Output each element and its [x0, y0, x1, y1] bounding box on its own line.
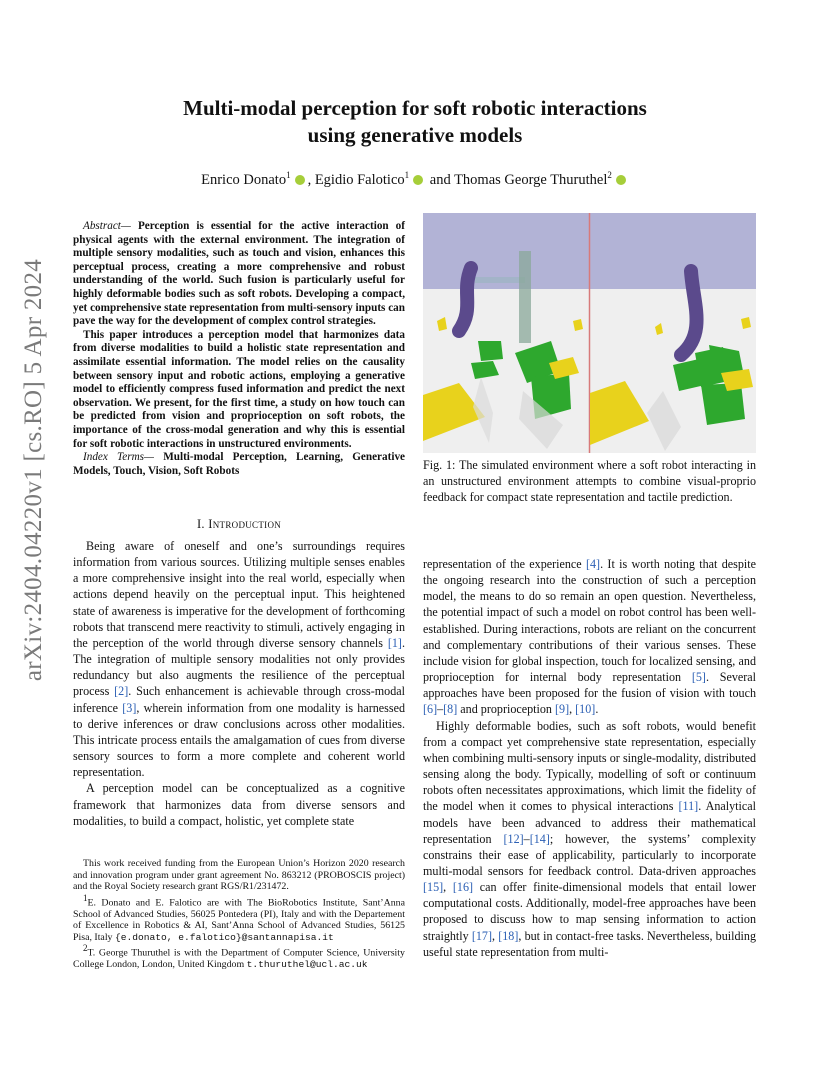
- citation-link[interactable]: [12]: [503, 831, 524, 846]
- text-run: . The integration of multiple sensory modalities not only provides redundancy but also augments the resilience of the perceptual process: [73, 635, 405, 699]
- citation-link[interactable]: [18]: [498, 928, 519, 943]
- footnote-mark: 2: [83, 943, 88, 954]
- abstract-dash: —: [120, 220, 138, 232]
- text-run: ,: [569, 702, 576, 717]
- right-paragraph-2: [423, 718, 756, 960]
- index-terms-text: Multi-modal Perception, Learning, Generative Models, Touch, Vision, Soft Robots: [73, 451, 406, 477]
- citation-link[interactable]: [15]: [423, 880, 444, 895]
- footnote-affil-1: [73, 893, 405, 944]
- title-line-1: Multi-modal perception for soft robotic interactions: [183, 96, 647, 120]
- text-run: . It is worth noting that despite the ongoing research into the construction of such a perception model, the means to do so remain an open question. Nevertheless, the potential impact of such a model on robot control has been well-established. During interactions, robots are reliant on the concurrent and complementary contributions of their various senses. These include vision for global inspection, touch for localized sensing, and proprioception for internal body representation: [423, 557, 756, 685]
- citation-link[interactable]: [17]: [471, 928, 493, 943]
- author-sep: ,: [307, 171, 315, 188]
- text-run: , wherein information from one modality is harnessed to derive inferences or draw conclusions across other modalities. This intricate process entails the amalgamation of cues from diverse sensory sources to form a more complete and coherent world representation.: [73, 700, 405, 780]
- citation-link[interactable]: [5]: [691, 670, 706, 685]
- footnote-text: T. George Thuruthel is with the Department of Computer Science, University College London, London, United Kingdom: [73, 947, 405, 971]
- author-name: Enrico Donato: [201, 171, 287, 188]
- author-affil: 2: [607, 170, 612, 180]
- figure-caption: Fig. 1: The simulated environment where a soft robot interacting in an unstructured environment attempts to combine visual-proprio feedback for compact state representation and tactile prediction.: [423, 458, 756, 505]
- intro-paragraph-2: A perception model can be conceptualized as a cognitive framework that harmonizes data from diverse sensors and modalities, to build a compact, holistic, yet complete state: [73, 781, 405, 828]
- text-run: . Analytical models have been advanced to address their mathematical representation: [423, 799, 756, 846]
- intro-left-column: [73, 538, 405, 829]
- paper-title: [90, 95, 740, 149]
- text-run: , but in contact-free tasks. Nevertheless, building useful state representation from multi-: [423, 928, 756, 959]
- text-run: –: [523, 831, 530, 846]
- citation-link[interactable]: [1]: [387, 635, 402, 650]
- section-heading-introduction: [73, 517, 405, 532]
- citation-link[interactable]: [2]: [114, 684, 129, 699]
- intro-right-column: [423, 556, 756, 960]
- citation-link[interactable]: [11]: [678, 799, 699, 814]
- orcid-icon[interactable]: [616, 175, 626, 185]
- block-green: [701, 383, 745, 425]
- citation-link[interactable]: [8]: [443, 702, 458, 717]
- footnote-funding: This work received funding from the European Union’s Horizon 2020 research and innovation program under grant agreement No. 863212 (PROBOSCIS project) and the Royal Society research grant RGS/R1/231472.: [73, 858, 405, 893]
- text-run: Being aware of oneself and one’s surroundings requires information from various sources. Utilizing multiple senses enables a more comprehensive insight into the real world, especially when actions depend heavily on the perceptual input. This heightened state of awareness is imperative for the development of forthcoming robots that transcend mere reactivity to stimuli, actively engaging in the perception of the world through diverse sensory channels: [73, 539, 405, 650]
- footnote-affil-2: [73, 943, 405, 970]
- sky-right: [590, 213, 756, 289]
- text-run: –: [437, 702, 444, 717]
- citation-link[interactable]: [10]: [575, 702, 596, 717]
- author-list: [90, 170, 740, 189]
- section-numeral: I.: [196, 517, 209, 531]
- abstract-text-1: Perception is essential for the active interaction of physical agents with the external environment. The integration of multiple sensory modalities, such as touch and vision, enhances this perceptual process, creating a more comprehensive and robust understanding of the world. Such fusion is particularly useful for highly deformable bodies such as soft robots. Developing a compact, yet comprehensive state representation from multi-sensory inputs can pave the way for the development of complex control strategies.: [73, 220, 406, 328]
- text-run: Highly deformable bodies, such as soft robots, would benefit from a compact yet comprehensive state representation, especially when combining multi-sensory inputs or single-modality, distributed sensing along the body. Typically, modelling of soft or continuum robots often necessitates approximations, which limit the fidelity of the model when it comes to physical interactions: [423, 718, 756, 814]
- text-run: ,: [492, 928, 499, 943]
- abstract-p1: [73, 220, 405, 329]
- text-run: and proprioception: [457, 702, 555, 717]
- section-title: Introduction: [208, 517, 282, 531]
- citation-link[interactable]: [6]: [423, 702, 438, 717]
- author-name: Egidio Falotico: [314, 171, 405, 188]
- orcid-icon[interactable]: [413, 175, 423, 185]
- block-green: [478, 341, 503, 361]
- arm-link: [475, 277, 525, 283]
- text-run: . Several approaches have been proposed for the fusion of vision with touch: [423, 670, 757, 701]
- citation-link[interactable]: [9]: [555, 702, 570, 717]
- footnote-mark: 1: [83, 892, 88, 903]
- citation-link[interactable]: [14]: [529, 831, 550, 846]
- title-line-2: using generative models: [307, 123, 523, 147]
- index-terms-label: Index Terms: [83, 451, 145, 464]
- author-affil: 1: [286, 170, 291, 180]
- abstract-label: Abstract: [83, 220, 121, 232]
- citation-link[interactable]: [16]: [452, 880, 474, 895]
- text-run: can offer finite-dimensional models that entail lower computational costs. Additionally, model-free approaches have been proposed to discuss how to map sensing information to action straightly: [423, 880, 757, 943]
- footnote-text: E. Donato and E. Falotico are with The BioRobotics Institute, Sant’Anna School of Advanced Studies, 56025 Pontedera (PI), Italy and with the Departement of Excellence in Robotics & AI, Sant’Anna School of Advanced Studies, 56125 Pisa, Italy: [73, 897, 405, 943]
- footnotes: [73, 858, 405, 971]
- right-paragraph-1: [423, 556, 756, 718]
- orcid-icon[interactable]: [295, 175, 305, 185]
- arxiv-id: arXiv:2404.04220v1 [cs.RO] 5 Apr 2024: [20, 258, 48, 682]
- text-run: . Such enhancement is achievable through cross-modal inference: [73, 684, 405, 715]
- figure-image: [423, 213, 756, 453]
- abstract-p2: This paper introduces a perception model that harmonizes data from diverse modalities to build a holistic state representation and assimilate essential information. The model relies on the causality between sensory input and robotic actions, employing a generative model to efficiently compress fused information and predict the next observation. We present, for the first time, a study on how touch can be predicted from vision and proprioception on soft robots, the importance of the cross-modal generation and why this is essential for soft robotic interactions in unstructured environments.: [73, 328, 405, 450]
- index-terms-dash: —: [144, 451, 164, 464]
- author-affil: 1: [404, 170, 410, 180]
- email-link[interactable]: t.thuruthel@ucl.ac.uk: [246, 959, 368, 971]
- intro-paragraph-1: [73, 538, 405, 780]
- text-run: .: [595, 702, 599, 717]
- citation-link[interactable]: [4]: [585, 557, 601, 571]
- email-link[interactable]: {e.donato, e.falotico}@santannapisa.it: [114, 931, 334, 943]
- author-name: Thomas George Thuruthel: [454, 171, 608, 188]
- arxiv-stamp: [14, 258, 54, 682]
- author-sep: and: [426, 171, 455, 188]
- citation-link[interactable]: [3]: [122, 700, 137, 715]
- index-terms: [73, 451, 405, 478]
- text-run: representation of the experience: [423, 557, 586, 571]
- text-run: ; however, the systems’ complexity constrains their ease of applicability, particularly to incorporate multi-modal sensors for feedback control. Data-driven approaches: [423, 831, 756, 878]
- text-run: ,: [443, 880, 453, 895]
- vertical-pole: [519, 251, 531, 343]
- figure-simulated-environment: [423, 213, 756, 453]
- abstract: [73, 220, 405, 478]
